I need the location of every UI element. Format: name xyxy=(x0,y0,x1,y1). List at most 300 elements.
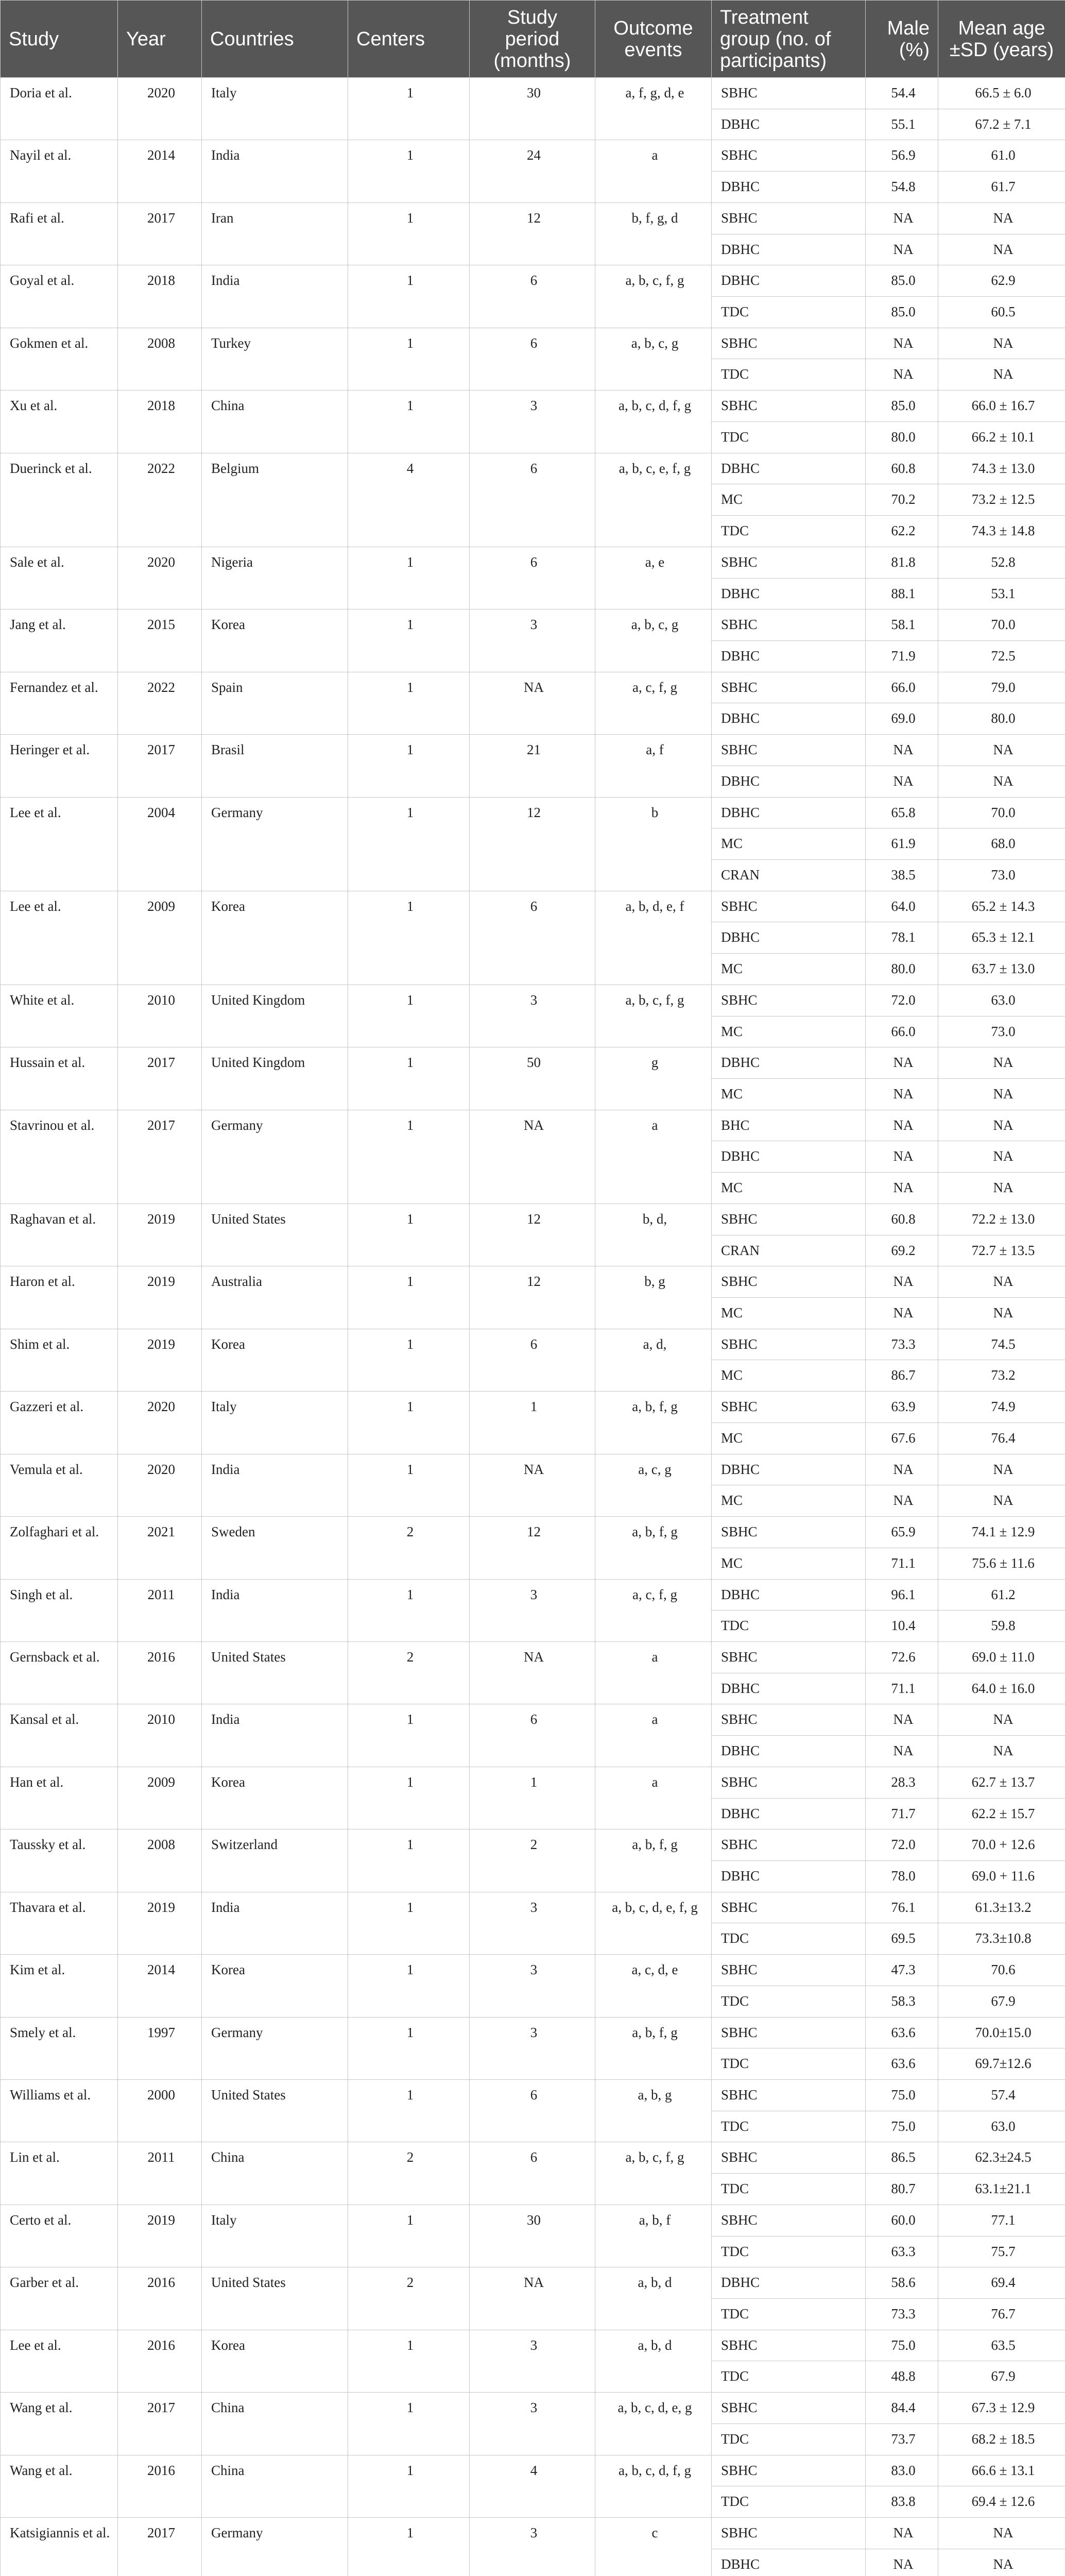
mean-age-cell: 69.0 ± 11.0 xyxy=(938,1641,1065,1673)
male-percent-cell: 85.0 xyxy=(866,391,938,422)
mean-age-cell: 59.8 xyxy=(938,1611,1065,1642)
year-cell: 2014 xyxy=(118,1955,202,2017)
year-cell: 2010 xyxy=(118,985,202,1047)
outcomes-cell: b, f, g, d xyxy=(595,202,712,265)
outcomes-cell: a, b, c, e, f, g xyxy=(595,453,712,547)
outcomes-cell: a, b, f xyxy=(595,2205,712,2267)
mean-age-cell: NA xyxy=(938,1141,1065,1173)
study-cell: Zolfaghari et al. xyxy=(1,1517,118,1579)
mean-age-cell: NA xyxy=(938,1110,1065,1141)
male-percent-cell: NA xyxy=(866,234,938,265)
outcomes-cell: a, b, c, d, e, g xyxy=(595,2393,712,2455)
mean-age-cell: 61.3±13.2 xyxy=(938,1892,1065,1923)
study-cell: Stavrinou et al. xyxy=(1,1110,118,1204)
period-cell: 24 xyxy=(470,140,595,202)
treatment-group-cell: SBHC xyxy=(712,2080,866,2111)
centers-cell: 2 xyxy=(348,2142,470,2205)
mean-age-cell: 65.3 ± 12.1 xyxy=(938,922,1065,954)
country-cell: Turkey xyxy=(202,328,348,390)
mean-age-cell: NA xyxy=(938,1079,1065,1110)
centers-cell: 1 xyxy=(348,78,470,140)
study-cell: Raghavan et al. xyxy=(1,1204,118,1266)
country-cell: Germany xyxy=(202,2017,348,2079)
table-row xyxy=(1,891,1065,922)
treatment-group-cell: MC xyxy=(712,1360,866,1392)
mean-age-cell: 64.0 ± 16.0 xyxy=(938,1673,1065,1704)
mean-age-cell: 76.4 xyxy=(938,1422,1065,1454)
centers-cell: 1 xyxy=(348,2017,470,2079)
centers-cell: 1 xyxy=(348,891,470,985)
treatment-group-cell: SBHC xyxy=(712,891,866,922)
male-percent-cell: 73.3 xyxy=(866,1329,938,1360)
study-cell: Shim et al. xyxy=(1,1329,118,1391)
male-percent-cell: NA xyxy=(866,359,938,391)
treatment-group-cell: SBHC xyxy=(712,391,866,422)
header-outcome-events: Outcome events xyxy=(595,1,712,78)
treatment-group-cell: TDC xyxy=(712,2048,866,2080)
male-percent-cell: 54.4 xyxy=(866,78,938,109)
table-row xyxy=(1,1204,1065,1235)
header-treatment-group: Treatment group (no. of participants) xyxy=(712,1,866,78)
mean-age-cell: NA xyxy=(938,202,1065,234)
country-cell: India xyxy=(202,1579,348,1641)
centers-cell: 1 xyxy=(348,1892,470,1954)
table-row xyxy=(1,2393,1065,2424)
treatment-group-cell: MC xyxy=(712,484,866,516)
treatment-group-cell: SBHC xyxy=(712,1767,866,1798)
year-cell: 2022 xyxy=(118,672,202,734)
period-cell: 3 xyxy=(470,2518,595,2576)
treatment-group-cell: MC xyxy=(712,1016,866,1047)
study-cell: Lee et al. xyxy=(1,891,118,985)
study-cell: Vemula et al. xyxy=(1,1454,118,1516)
male-percent-cell: NA xyxy=(866,328,938,359)
treatment-group-cell: DBHC xyxy=(712,1798,866,1829)
treatment-group-cell: TDC xyxy=(712,1611,866,1642)
outcomes-cell: a xyxy=(595,140,712,202)
period-cell: 6 xyxy=(470,2080,595,2142)
study-cell: Wang et al. xyxy=(1,2455,118,2517)
study-cell: Certo et al. xyxy=(1,2205,118,2267)
period-cell: 4 xyxy=(470,2455,595,2517)
centers-cell: 1 xyxy=(348,1329,470,1391)
mean-age-cell: 76.7 xyxy=(938,2299,1065,2330)
mean-age-cell: NA xyxy=(938,2549,1065,2576)
period-cell: 6 xyxy=(470,547,595,609)
centers-cell: 1 xyxy=(348,2518,470,2576)
mean-age-cell: NA xyxy=(938,2518,1065,2549)
mean-age-cell: 67.3 ± 12.9 xyxy=(938,2393,1065,2424)
centers-cell: 1 xyxy=(348,1454,470,1516)
header-year: Year xyxy=(118,1,202,78)
outcomes-cell: a, b, d, e, f xyxy=(595,891,712,985)
outcomes-cell: a, b, c, g xyxy=(595,609,712,672)
centers-cell: 2 xyxy=(348,1517,470,1579)
male-percent-cell: 75.0 xyxy=(866,2330,938,2361)
year-cell: 2016 xyxy=(118,2455,202,2517)
year-cell: 2019 xyxy=(118,1892,202,1954)
centers-cell: 1 xyxy=(348,328,470,390)
treatment-group-cell: MC xyxy=(712,954,866,985)
table-row xyxy=(1,735,1065,766)
male-percent-cell: 54.8 xyxy=(866,172,938,203)
period-cell: 1 xyxy=(470,1392,595,1454)
mean-age-cell: 77.1 xyxy=(938,2205,1065,2236)
table-body xyxy=(1,78,1065,2576)
treatment-group-cell: SBHC xyxy=(712,2017,866,2048)
male-percent-cell: NA xyxy=(866,1266,938,1298)
period-cell: NA xyxy=(470,2267,595,2330)
treatment-group-cell: DBHC xyxy=(712,797,866,828)
country-cell: China xyxy=(202,391,348,453)
male-percent-cell: 69.0 xyxy=(866,703,938,735)
treatment-group-cell: MC xyxy=(712,1173,866,1204)
centers-cell: 1 xyxy=(348,2455,470,2517)
treatment-group-cell: DBHC xyxy=(712,640,866,672)
mean-age-cell: 74.5 xyxy=(938,1329,1065,1360)
country-cell: Italy xyxy=(202,78,348,140)
treatment-group-cell: SBHC xyxy=(712,328,866,359)
period-cell: 12 xyxy=(470,1517,595,1579)
treatment-group-cell: DBHC xyxy=(712,172,866,203)
male-percent-cell: 66.0 xyxy=(866,672,938,703)
mean-age-cell: 63.0 xyxy=(938,2111,1065,2142)
mean-age-cell: NA xyxy=(938,735,1065,766)
treatment-group-cell: SBHC xyxy=(712,1517,866,1548)
period-cell: 3 xyxy=(470,2393,595,2455)
table-row xyxy=(1,1329,1065,1360)
period-cell: 12 xyxy=(470,1204,595,1266)
treatment-group-cell: TDC xyxy=(712,2111,866,2142)
period-cell: 3 xyxy=(470,1579,595,1641)
table-row xyxy=(1,609,1065,641)
year-cell: 2008 xyxy=(118,328,202,390)
mean-age-cell: 73.2 ± 12.5 xyxy=(938,484,1065,516)
centers-cell: 1 xyxy=(348,609,470,672)
treatment-group-cell: DBHC xyxy=(712,1579,866,1611)
male-percent-cell: 61.9 xyxy=(866,828,938,860)
male-percent-cell: 63.9 xyxy=(866,1392,938,1423)
country-cell: India xyxy=(202,1454,348,1516)
treatment-group-cell: TDC xyxy=(712,1986,866,2017)
year-cell: 2017 xyxy=(118,2393,202,2455)
table-row xyxy=(1,2455,1065,2486)
outcomes-cell: a, d, xyxy=(595,1329,712,1391)
treatment-group-cell: MC xyxy=(712,828,866,860)
country-cell: India xyxy=(202,265,348,328)
country-cell: China xyxy=(202,2142,348,2205)
country-cell: India xyxy=(202,1892,348,1954)
year-cell: 2017 xyxy=(118,2518,202,2576)
period-cell: 3 xyxy=(470,2017,595,2079)
mean-age-cell: 63.5 xyxy=(938,2330,1065,2361)
year-cell: 2016 xyxy=(118,2267,202,2330)
mean-age-cell: 74.9 xyxy=(938,1392,1065,1423)
treatment-group-cell: TDC xyxy=(712,516,866,547)
period-cell: NA xyxy=(470,1641,595,1704)
centers-cell: 1 xyxy=(348,202,470,265)
mean-age-cell: 66.6 ± 13.1 xyxy=(938,2455,1065,2486)
year-cell: 2017 xyxy=(118,1047,202,1110)
male-percent-cell: 62.2 xyxy=(866,516,938,547)
period-cell: 50 xyxy=(470,1047,595,1110)
treatment-group-cell: TDC xyxy=(712,1923,866,1955)
outcomes-cell: a, b, f, g xyxy=(595,1517,712,1579)
mean-age-cell: NA xyxy=(938,1173,1065,1204)
table-row xyxy=(1,2080,1065,2111)
treatment-group-cell: SBHC xyxy=(712,672,866,703)
country-cell: United Kingdom xyxy=(202,1047,348,1110)
year-cell: 2009 xyxy=(118,1767,202,1829)
mean-age-cell: 79.0 xyxy=(938,672,1065,703)
mean-age-cell: NA xyxy=(938,1485,1065,1517)
treatment-group-cell: SBHC xyxy=(712,2455,866,2486)
country-cell: Germany xyxy=(202,1110,348,1204)
treatment-group-cell: DBHC xyxy=(712,109,866,140)
male-percent-cell: 63.6 xyxy=(866,2048,938,2080)
header-row xyxy=(1,1,1065,78)
male-percent-cell: 83.8 xyxy=(866,2486,938,2518)
outcomes-cell: a, b, c, f, g xyxy=(595,265,712,328)
study-cell: Gernsback et al. xyxy=(1,1641,118,1704)
centers-cell: 1 xyxy=(348,735,470,797)
male-percent-cell: 60.8 xyxy=(866,1204,938,1235)
outcomes-cell: a, b, f, g xyxy=(595,1392,712,1454)
centers-cell: 1 xyxy=(348,2205,470,2267)
country-cell: Korea xyxy=(202,1767,348,1829)
mean-age-cell: 73.0 xyxy=(938,859,1065,891)
mean-age-cell: 63.7 ± 13.0 xyxy=(938,954,1065,985)
male-percent-cell: NA xyxy=(866,1173,938,1204)
male-percent-cell: NA xyxy=(866,2549,938,2576)
table-row xyxy=(1,1392,1065,1423)
mean-age-cell: 61.2 xyxy=(938,1579,1065,1611)
centers-cell: 1 xyxy=(348,1204,470,1266)
period-cell: 1 xyxy=(470,1767,595,1829)
male-percent-cell: 28.3 xyxy=(866,1767,938,1798)
centers-cell: 1 xyxy=(348,2393,470,2455)
outcomes-cell: a, b, c, d, e, f, g xyxy=(595,1892,712,1954)
period-cell: 12 xyxy=(470,797,595,891)
male-percent-cell: NA xyxy=(866,1047,938,1079)
period-cell: 3 xyxy=(470,1955,595,2017)
treatment-group-cell: DBHC xyxy=(712,265,866,297)
mean-age-cell: 73.3±10.8 xyxy=(938,1923,1065,1955)
year-cell: 2011 xyxy=(118,2142,202,2205)
table-row xyxy=(1,1704,1065,1736)
treatment-group-cell: DBHC xyxy=(712,1860,866,1892)
mean-age-cell: NA xyxy=(938,1454,1065,1485)
treatment-group-cell: SBHC xyxy=(712,1704,866,1736)
male-percent-cell: 38.5 xyxy=(866,859,938,891)
centers-cell: 1 xyxy=(348,1704,470,1767)
mean-age-cell: 62.9 xyxy=(938,265,1065,297)
treatment-group-cell: DBHC xyxy=(712,1141,866,1173)
mean-age-cell: 69.7±12.6 xyxy=(938,2048,1065,2080)
mean-age-cell: 61.0 xyxy=(938,140,1065,172)
year-cell: 1997 xyxy=(118,2017,202,2079)
mean-age-cell: 68.0 xyxy=(938,828,1065,860)
period-cell: 12 xyxy=(470,1266,595,1329)
mean-age-cell: 60.5 xyxy=(938,297,1065,328)
study-cell: Doria et al. xyxy=(1,78,118,140)
table-row xyxy=(1,797,1065,828)
country-cell: Italy xyxy=(202,1392,348,1454)
treatment-group-cell: SBHC xyxy=(712,2142,866,2174)
mean-age-cell: NA xyxy=(938,359,1065,391)
study-cell: Goyal et al. xyxy=(1,265,118,328)
male-percent-cell: 73.7 xyxy=(866,2424,938,2455)
mean-age-cell: 70.0 + 12.6 xyxy=(938,1829,1065,1861)
male-percent-cell: 70.2 xyxy=(866,484,938,516)
outcomes-cell: a, b, c, f, g xyxy=(595,2142,712,2205)
treatment-group-cell: SBHC xyxy=(712,1392,866,1423)
year-cell: 2015 xyxy=(118,609,202,672)
outcomes-cell: a, c, f, g xyxy=(595,1579,712,1641)
header-countries: Countries xyxy=(202,1,348,78)
table-row xyxy=(1,672,1065,703)
mean-age-cell: 69.0 + 11.6 xyxy=(938,1860,1065,1892)
table-row xyxy=(1,1266,1065,1298)
table-row xyxy=(1,1892,1065,1923)
outcomes-cell: b, d, xyxy=(595,1204,712,1266)
table-row xyxy=(1,2267,1065,2299)
male-percent-cell: 80.0 xyxy=(866,421,938,453)
treatment-group-cell: DBHC xyxy=(712,922,866,954)
centers-cell: 1 xyxy=(348,985,470,1047)
treatment-group-cell: MC xyxy=(712,1485,866,1517)
outcomes-cell: a, b, c, d, f, g xyxy=(595,2455,712,2517)
country-cell: India xyxy=(202,140,348,202)
male-percent-cell: 80.0 xyxy=(866,954,938,985)
mean-age-cell: 67.9 xyxy=(938,1986,1065,2017)
country-cell: India xyxy=(202,1704,348,1767)
mean-age-cell: 70.6 xyxy=(938,1955,1065,1986)
year-cell: 2016 xyxy=(118,1641,202,1704)
outcomes-cell: a, e xyxy=(595,547,712,609)
period-cell: 6 xyxy=(470,1329,595,1391)
country-cell: United States xyxy=(202,1641,348,1704)
table-row xyxy=(1,2330,1065,2361)
country-cell: Korea xyxy=(202,1955,348,2017)
male-percent-cell: 63.6 xyxy=(866,2017,938,2048)
period-cell: NA xyxy=(470,672,595,734)
mean-age-cell: 66.5 ± 6.0 xyxy=(938,78,1065,109)
year-cell: 2019 xyxy=(118,1329,202,1391)
male-percent-cell: 65.9 xyxy=(866,1517,938,1548)
treatment-group-cell: SBHC xyxy=(712,2393,866,2424)
study-cell: Hussain et al. xyxy=(1,1047,118,1110)
country-cell: China xyxy=(202,2393,348,2455)
mean-age-cell: 68.2 ± 18.5 xyxy=(938,2424,1065,2455)
outcomes-cell: a, b, g xyxy=(595,2080,712,2142)
country-cell: Germany xyxy=(202,797,348,891)
table-row xyxy=(1,1641,1065,1673)
table-row xyxy=(1,547,1065,578)
male-percent-cell: 63.3 xyxy=(866,2236,938,2267)
header-study: Study xyxy=(1,1,118,78)
period-cell: 6 xyxy=(470,1704,595,1767)
treatment-group-cell: DBHC xyxy=(712,578,866,609)
table-row xyxy=(1,328,1065,359)
country-cell: Switzerland xyxy=(202,1829,348,1892)
male-percent-cell: NA xyxy=(866,1298,938,1329)
treatment-group-cell: SBHC xyxy=(712,985,866,1016)
centers-cell: 4 xyxy=(348,453,470,547)
outcomes-cell: a, b, f, g xyxy=(595,2017,712,2079)
treatment-group-cell: TDC xyxy=(712,2486,866,2518)
mean-age-cell: 74.1 ± 12.9 xyxy=(938,1517,1065,1548)
male-percent-cell: 85.0 xyxy=(866,297,938,328)
treatment-group-cell: DBHC xyxy=(712,1454,866,1485)
male-percent-cell: 88.1 xyxy=(866,578,938,609)
year-cell: 2004 xyxy=(118,797,202,891)
centers-cell: 2 xyxy=(348,1641,470,1704)
period-cell: 3 xyxy=(470,391,595,453)
year-cell: 2020 xyxy=(118,1454,202,1516)
outcomes-cell: a, b, d xyxy=(595,2267,712,2330)
year-cell: 2014 xyxy=(118,140,202,202)
country-cell: Korea xyxy=(202,2330,348,2392)
study-cell: Xu et al. xyxy=(1,391,118,453)
country-cell: Brasil xyxy=(202,735,348,797)
outcomes-cell: a, f xyxy=(595,735,712,797)
study-cell: Thavara et al. xyxy=(1,1892,118,1954)
mean-age-cell: NA xyxy=(938,766,1065,797)
table-row xyxy=(1,1579,1065,1611)
outcomes-cell: a, b, f, g xyxy=(595,1829,712,1892)
treatment-group-cell: SBHC xyxy=(712,735,866,766)
country-cell: United Kingdom xyxy=(202,985,348,1047)
country-cell: Germany xyxy=(202,2518,348,2576)
treatment-group-cell: SBHC xyxy=(712,1892,866,1923)
mean-age-cell: 62.7 ± 13.7 xyxy=(938,1767,1065,1798)
mean-age-cell: 63.1±21.1 xyxy=(938,2174,1065,2205)
treatment-group-cell: DBHC xyxy=(712,1736,866,1767)
mean-age-cell: 66.2 ± 10.1 xyxy=(938,421,1065,453)
male-percent-cell: 73.3 xyxy=(866,2299,938,2330)
male-percent-cell: 56.9 xyxy=(866,140,938,172)
treatment-group-cell: SBHC xyxy=(712,1266,866,1298)
mean-age-cell: 70.0 xyxy=(938,609,1065,641)
treatment-group-cell: TDC xyxy=(712,421,866,453)
treatment-group-cell: BHC xyxy=(712,1110,866,1141)
mean-age-cell: NA xyxy=(938,1298,1065,1329)
male-percent-cell: 71.1 xyxy=(866,1673,938,1704)
centers-cell: 1 xyxy=(348,1955,470,2017)
treatment-group-cell: MC xyxy=(712,1548,866,1579)
treatment-group-cell: SBHC xyxy=(712,2518,866,2549)
male-percent-cell: 75.0 xyxy=(866,2111,938,2142)
year-cell: 2000 xyxy=(118,2080,202,2142)
mean-age-cell: 75.6 ± 11.6 xyxy=(938,1548,1065,1579)
male-percent-cell: 58.1 xyxy=(866,609,938,641)
table-row xyxy=(1,1047,1065,1079)
study-cell: Wang et al. xyxy=(1,2393,118,2455)
study-cell: Han et al. xyxy=(1,1767,118,1829)
centers-cell: 1 xyxy=(348,672,470,734)
outcomes-cell: b, g xyxy=(595,1266,712,1329)
male-percent-cell: 71.1 xyxy=(866,1548,938,1579)
centers-cell: 1 xyxy=(348,2080,470,2142)
mean-age-cell: NA xyxy=(938,1266,1065,1298)
country-cell: China xyxy=(202,2455,348,2517)
outcomes-cell: a, b, d xyxy=(595,2330,712,2392)
mean-age-cell: 74.3 ± 14.8 xyxy=(938,516,1065,547)
mean-age-cell: 80.0 xyxy=(938,703,1065,735)
table-row xyxy=(1,2518,1065,2549)
country-cell: Italy xyxy=(202,2205,348,2267)
